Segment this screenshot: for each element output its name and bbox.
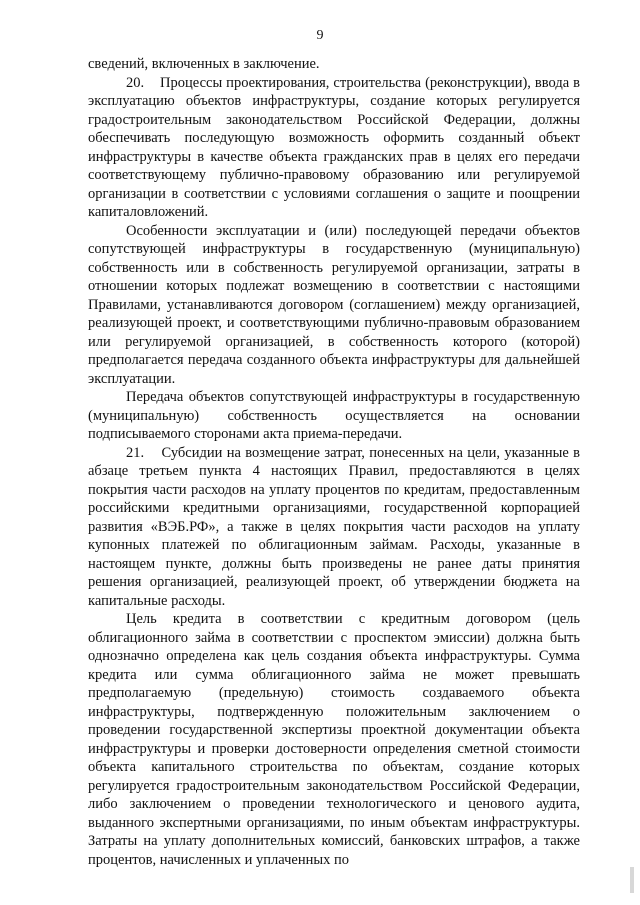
paragraph-item-21: 21. Субсидии на возмещение затрат, понесенных на цели, указанные в абзаце третьем пункта 4 настоящих Правил, предоставляются в целях покрытия части расходов на уплату процентов по кредитам, предоставленным российскими кредитными организациями, государственной корпорацией развития «ВЭБ.РФ», а также в целях покрытия части расходов на уплату купонных платежей по облигационным займам. Расходы, указанные в настоящем пункте, должны быть произведены не ранее даты принятия решения организацией, реализующей проект, об утверждении бюджета на капитальные расходы. [88,444,580,609]
paragraph-continuation: сведений, включенных в заключение. [88,56,320,72]
scan-edge-mark [630,867,634,893]
paragraph-transfer-act: Передача объектов сопутствующей инфраструктуры в государственную (муниципальную) собственность осуществляется на основании подписываемого сторонами акта приема-передачи. [88,389,580,442]
paragraph-loan-purpose: Цель кредита в соответствии с кредитным договором (цель облигационного займа в соответствии с проспектом эмиссии) должна быть однозначно определена как цель создания объекта инфраструктуры. Сумма кредита или сумма облигационного займа не может превышать предполагаемую (предельную) стоимость создаваемого объекта инфраструктуры, подтвержденную положительным заключением о проведении государственной экспертизы проектной документации объекта инфраструктуры и проверки достоверности определения сметной стоимости объекта капитального строительства по объектам, создание которых регулируется градостроительным законодательством Российской Федерации, либо заключением о проведении технологического и ценового аудита, выданного экспертными организациями, по иным объектам инфраструктуры. Затраты на уплату дополнительных комиссий, банковских штрафов, а также процентов, начисленных и уплаченных по [88,611,580,868]
document-body [88,55,580,869]
paragraph-infrastructure-transfer: Особенности эксплуатации и (или) последующей передачи объектов сопутствующей инфраструктуры в государственную (муниципальную) собственность или в собственность регулируемой организации, затраты в отношении которых подлежат возмещению в соответствии с настоящими Правилами, устанавливаются договором (соглашением) между организацией, реализующей проект, и соответствующими публично-правовым образованием или регулируемой организацией, в собственность которого (которой) предполагается передача созданного объекта инфраструктуры для дальнейшей эксплуатации. [88,222,580,387]
page-number: 9 [316,28,324,43]
paragraph-item-20: 20. Процессы проектирования, строительства (реконструкции), ввода в эксплуатацию объектов инфраструктуры, создание которых регулируется градостроительным законодательством Российской Федерации, должны обеспечивать последующую возможность оформить созданный объект инфраструктуры в качестве объекта гражданских прав в целях его передачи соответствующему публично-правовому образованию или регулируемой организации в соответствии с условиями соглашения о защите и поощрении капиталовложений. [88,74,580,220]
